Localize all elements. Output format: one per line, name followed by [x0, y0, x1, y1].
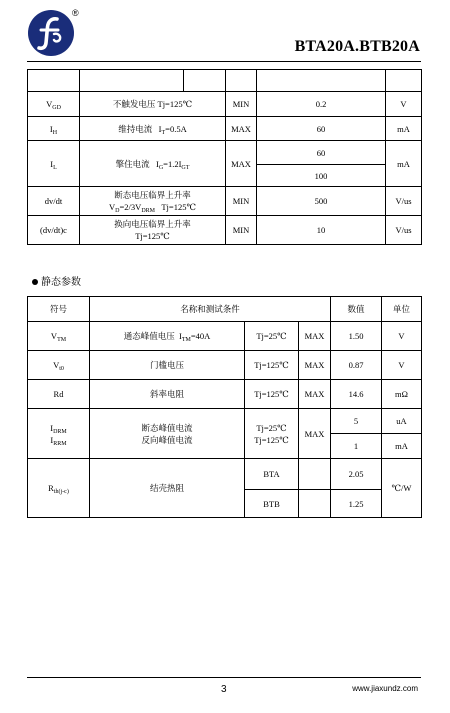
type-cell: MIN: [226, 216, 257, 245]
value-cell: 60: [257, 117, 386, 141]
symbol-cell: dv/dt: [28, 187, 80, 216]
table-row-ih: [28, 117, 422, 141]
header-name: 名称和测试条件: [90, 297, 331, 322]
condition-cell: 断态电压临界上升率 $V_D=2/3V_{DRM}$ Tj=125℃: [80, 187, 226, 216]
table-header-row: [28, 297, 422, 322]
section-title: 静态参数: [32, 273, 81, 288]
temp-cell: Tj=25℃ Tj=125℃: [245, 409, 299, 459]
table-row-dvdtc: [28, 216, 422, 245]
header-symbol: 符号: [28, 297, 90, 322]
package-cell: BTA: [245, 459, 299, 490]
bullet-icon: [32, 279, 38, 285]
type-cell: MAX: [299, 409, 331, 459]
unit-cell: mA: [382, 434, 422, 459]
temp-cell: Tj=125℃: [245, 380, 299, 409]
temp-cell: Tj=25℃: [245, 322, 299, 351]
value-cell: 1.25: [331, 490, 382, 518]
type-cell: [299, 490, 331, 518]
value-cell: 5: [331, 409, 382, 434]
condition-cell: 不触发电压 Tj=125℃: [80, 92, 226, 117]
type-cell: MAX: [226, 141, 257, 187]
unit-cell: mA: [386, 117, 422, 141]
value-cell: 1: [331, 434, 382, 459]
symbol-cell: $I_L$: [28, 141, 80, 187]
value-cell: 500: [257, 187, 386, 216]
static-params-table: [27, 296, 422, 518]
value-cell: 14.6: [331, 380, 382, 409]
symbol-cell: $V_{TM}$: [28, 322, 90, 351]
value-cell: 10: [257, 216, 386, 245]
symbol-cell: $V_{t0}$: [28, 351, 90, 380]
condition-cell: 维持电流 $I_T=0.5A$: [80, 117, 226, 141]
unit-cell: uA: [382, 409, 422, 434]
table-row-idrm: [28, 409, 422, 434]
value-cell: 100: [257, 165, 386, 187]
symbol-cell: $I_{DRM}$ $I_{RRM}$: [28, 409, 90, 459]
header-unit: 单位: [382, 297, 422, 322]
value-cell: 60: [257, 141, 386, 165]
symbol-cell: (dv/dt)c: [28, 216, 80, 245]
unit-cell: V: [382, 322, 422, 351]
value-cell: 0.87: [331, 351, 382, 380]
page-number: 3: [221, 684, 227, 695]
value-cell: 1.50: [331, 322, 382, 351]
table-row-rd: [28, 380, 422, 409]
temp-cell: Tj=125℃: [245, 351, 299, 380]
symbol-cell: $R_{th(j-c)}$: [28, 459, 90, 518]
model-title: BTA20A.BTB20A: [294, 38, 420, 55]
name-cell: 门槛电压: [90, 351, 245, 380]
symbol-cell: $V_{GD}$: [28, 92, 80, 117]
registered-mark: ®: [72, 8, 79, 18]
unit-cell: mΩ: [382, 380, 422, 409]
type-cell: MIN: [226, 187, 257, 216]
condition-cell: 换向电压临界上升率 Tj=125℃: [80, 216, 226, 245]
value-cell: 0.2: [257, 92, 386, 117]
name-cell: 斜率电阻: [90, 380, 245, 409]
type-cell: [299, 459, 331, 490]
table-row-rth: [28, 459, 422, 490]
type-cell: MIN: [226, 92, 257, 117]
table-row-vto: [28, 351, 422, 380]
unit-cell: V: [382, 351, 422, 380]
footer-rule: [27, 677, 421, 678]
header-rule: [27, 61, 421, 62]
unit-cell: V: [386, 92, 422, 117]
type-cell: MAX: [226, 117, 257, 141]
dynamic-params-table: [27, 69, 422, 245]
table-row: [28, 70, 422, 92]
table-row-vgd: [28, 92, 422, 117]
unit-cell: V/us: [386, 187, 422, 216]
name-cell: 通态峰值电压 $I_{TM}=40A$: [90, 322, 245, 351]
type-cell: MAX: [299, 351, 331, 380]
symbol-cell: Rd: [28, 380, 90, 409]
table-row-dvdt: [28, 187, 422, 216]
value-cell: 2.05: [331, 459, 382, 490]
symbol-cell: $I_H$: [28, 117, 80, 141]
type-cell: MAX: [299, 322, 331, 351]
name-cell: 结壳热阻: [90, 459, 245, 518]
company-logo: [27, 9, 75, 57]
package-cell: BTB: [245, 490, 299, 518]
unit-cell: mA: [386, 141, 422, 187]
table-row-vtm: [28, 322, 422, 351]
unit-cell: V/us: [386, 216, 422, 245]
name-cell: 断态峰值电流 反向峰值电流: [90, 409, 245, 459]
footer-url: www.jiaxundz.com: [352, 684, 418, 693]
header-value: 数值: [331, 297, 382, 322]
type-cell: MAX: [299, 380, 331, 409]
unit-cell: ℃/W: [382, 459, 422, 518]
condition-cell: 擎住电流 $I_G=1.2I_{GT}$: [80, 141, 226, 187]
table-row-il: [28, 141, 422, 165]
